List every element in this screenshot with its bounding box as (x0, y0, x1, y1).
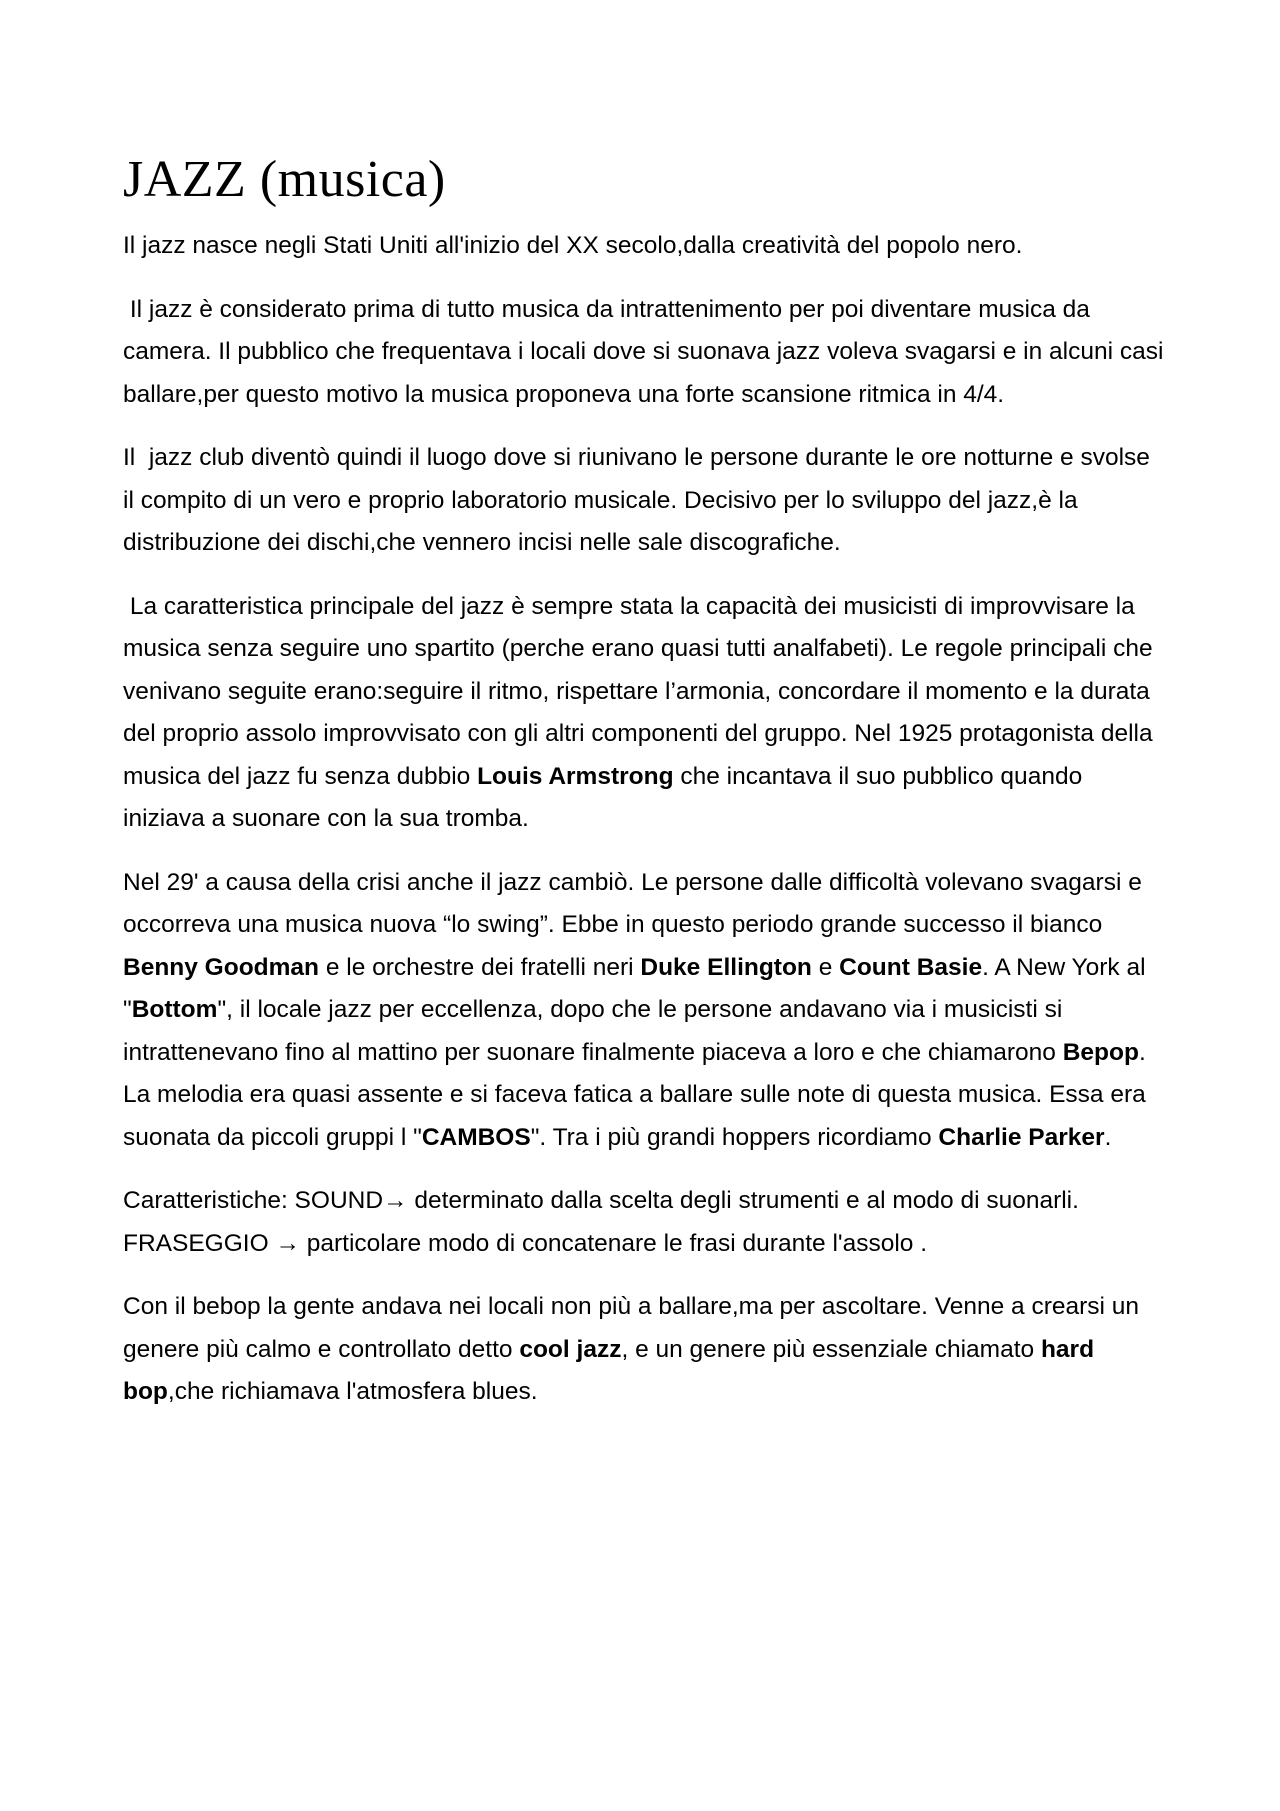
text-run: , e un genere più essenziale chiamato (621, 1335, 1041, 1363)
text-run: Il jazz è considerato prima di tutto musica da intrattenimento per poi diventare musica da camera. Il pubblico che frequentava i locali dove si suonava jazz voleva svagarsi e in alcuni casi ballare,per questo motivo la musica proponeva una forte scansione ritmica in 4/4. (123, 295, 1171, 408)
bold-text: Count Basie (839, 953, 983, 981)
text-run: Con il bebop la gente andava nei locali non più a ballare,ma per ascoltare. Venne a crearsi un genere più calmo e controllato detto (123, 1293, 1146, 1363)
text-run: . La melodia era quasi assente e si faceva fatica a ballare sulle note di questa musica. Essa era suonata da piccoli gruppi l " (123, 1038, 1153, 1151)
text-run: La caratteristica principale del jazz è sempre stata la capacità dei musicisti di improvvisare la musica senza seguire uno spartito (perche erano quasi tutti analfabeti). Le regole principali che venivano seguite erano:seguire il ritmo, rispettare l’armonia, concordare il momento e la durata del proprio assolo improvvisato con gli altri componenti del gruppo. Nel 1925 protagonista della musica del jazz fu senza dubbio (123, 592, 1160, 790)
bold-text: Duke Ellington (640, 953, 812, 981)
bold-text: Louis Armstrong (477, 762, 674, 790)
text-run: che incantava il suo pubblico quando iniziava a suonare con la sua tromba. (123, 762, 1090, 832)
bold-text: CAMBOS (421, 1123, 531, 1151)
text-run: Caratteristiche: SOUND→ determinato dalla scelta degli strumenti e al modo di suonarli. FRASEGGIO → particolare modo di concatenare le frasi durante l'assolo . (123, 1187, 1086, 1257)
paragraph (123, 1180, 1167, 1265)
paragraph (123, 862, 1167, 1160)
paragraph (123, 586, 1167, 841)
text-run: Il jazz club diventò quindi il luogo dove si riunivano le persone durante le ore notturne e svolse il compito di un vero e proprio laboratorio musicale. Decisivo per lo sviluppo del jazz,è la distribuzione dei dischi,che vennero incisi nelle sale discografiche. (123, 444, 1157, 556)
text-run: ". Tra i più grandi hoppers ricordiamo (530, 1123, 939, 1151)
paragraph (123, 1286, 1167, 1414)
text-run: e le orchestre dei fratelli neri (319, 953, 641, 981)
bold-text: hard bop (123, 1335, 1101, 1405)
document-title: JAZZ (musica) (123, 151, 446, 208)
bold-text: Bepop (1062, 1038, 1139, 1066)
bold-text: Benny Goodman (123, 953, 320, 981)
text-run: ,che richiamava l'atmosfera blues. (167, 1378, 538, 1405)
bold-text: Bottom (131, 996, 218, 1023)
text-run: Nel 29' a causa della crisi anche il jazz cambiò. Le persone dalle difficoltà volevano svagarsi e occorreva una musica nuova “lo swing”. Ebbe in questo periodo grande successo il bianco (123, 868, 1149, 938)
paragraph (123, 437, 1167, 565)
text-run: Il jazz nasce negli Stati Uniti all'inizio del XX secolo,dalla creatività del popolo nero. (123, 232, 1023, 259)
paragraph (123, 289, 1171, 417)
document-body (123, 225, 1171, 1414)
bold-text: cool jazz (519, 1335, 622, 1363)
bold-text: Charlie Parker (938, 1123, 1105, 1151)
text-run: . (1104, 1123, 1112, 1151)
paragraph (123, 225, 1167, 268)
text-run: . A New York al " (123, 953, 1153, 1023)
text-run: e (811, 953, 840, 981)
text-run: ", il locale jazz per eccellenza, dopo che le persone andavano via i musicisti si intrattenevano fino al mattino per suonare finalmente piaceva a loro e che chiamarono (123, 996, 1070, 1066)
